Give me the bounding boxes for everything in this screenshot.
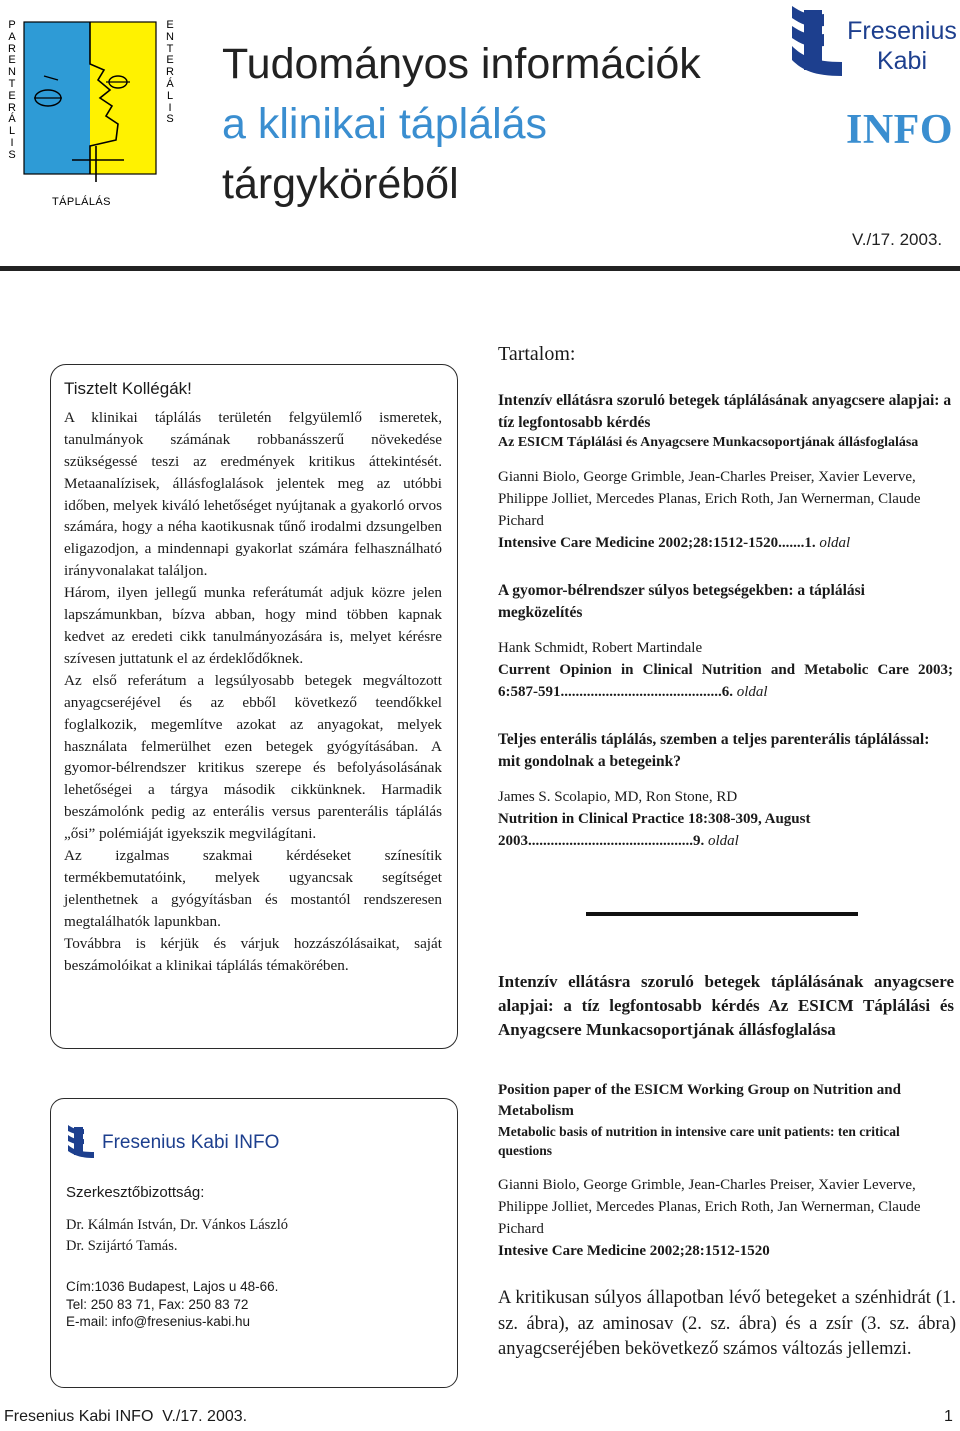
article-original-title	[498, 1080, 954, 1160]
logo-letter: R	[8, 101, 16, 114]
toc-item	[498, 390, 953, 554]
header-divider	[0, 266, 960, 271]
toc-journal-text: Current Opinion in Clinical Nutrition and Metabolic Care 2003; 6:587-591...........................................6.	[498, 662, 953, 700]
logo-letter: S	[8, 148, 16, 161]
phone: Tel: 250 83 71, Fax: 250 83 72	[66, 1296, 249, 1312]
issue-number: V./17. 2003.	[852, 230, 943, 249]
logo-letter: S	[166, 113, 174, 126]
logo-letter: Á	[8, 113, 16, 126]
brand-line-2: Kabi	[876, 47, 928, 75]
toc-item-title: Teljes enterális táplálás, szemben a teljes parenterális táplálással: mit gondolnak a betegeink?	[498, 731, 930, 770]
letter-paragraph: A klinikai táplálás területén felgyülemlő ismeretek, tanulmányok számának robbanásszerű növekedése szükségessé teszi az eredmények kritikus áttekintését. Metaanalízisek, állásfoglalások jelentek meg az utóbbi időben, melyek kiváló lehetőséget nyújtanak a gyakorló orvos számára, hogy a néha kaotikusnak tűnő irodalmi dzsungelben eligazodjon, a mindennapi gyakorlat számára felhasználható irányvonalakat találjon.	[64, 408, 442, 580]
toc-item-subtitle: Az ESICM Táplálási és Anyagcsere Munkacsoportjának állásfoglalása	[498, 435, 919, 450]
logo-letter: T	[166, 42, 174, 55]
letter-paragraph: Az első referátum a legsúlyosabb betegek megváltozott anyagcseréjével és az ebből következő teendőkkel foglalkozik, megemlítve azokat az anyagokat, melyek használata felmerülhet ezen betegek gyógyításában. A gyomor-bélrendszer kritikus szerepe és befolyásolásának lehetőségei a tárgya második cikkünknek. Harmadik beszámolónk pedig az enterális versus parenterális táplálás „ősi” polémiáját igyekszik megvilágítani.	[64, 671, 442, 843]
logo-letter: A	[8, 30, 16, 43]
logo-letter: E	[8, 89, 16, 102]
section-divider	[586, 912, 858, 916]
fresenius-wave-icon	[784, 4, 846, 84]
toc-item-title: Intenzív ellátásra szoruló betegek táplálásának anyagcsere alapjai: a tíz legfontosabb kérdés	[498, 392, 952, 431]
logo-letter: E	[8, 54, 16, 67]
article-body: A kritikusan súlyos állapotban lévő betegeket a szénhidrát (1. sz. ábra), az aminosav (2. sz. ábra) és a zsír (3. sz. ábra) anyagcseréjében bekövetkező számos változás jellemzi.	[498, 1288, 956, 1359]
page-number: 1	[944, 1408, 953, 1425]
parenteral-enteral-logo	[6, 20, 182, 212]
logo-letter: R	[8, 42, 16, 55]
logo-caption: TÁPLÁLÁS	[52, 196, 111, 208]
letter-paragraph: Az izgalmas szakmai kérdéseket színesítik termékbemutatóink, melyek ugyancsak segítséget jelenthetnek a gyógyításban és mostantól rendszeresen megtalálhatók lapunkban.	[64, 847, 442, 930]
logo-letter: R	[166, 66, 174, 79]
logo-letter: P	[8, 19, 16, 31]
article-authors-block	[498, 1174, 954, 1262]
letter-greeting: Tisztelt Kollégák!	[64, 379, 192, 398]
toc-item-journal	[498, 532, 953, 554]
editorial-brand-text: Fresenius Kabi INFO	[102, 1132, 280, 1153]
toc-item-journal	[498, 808, 848, 852]
title-line-1: Tudományos információk	[222, 40, 701, 88]
info-title: INFO	[846, 107, 953, 153]
article-sub-1: Position paper of the ESICM Working Group on Nutrition and Metabolism	[498, 1082, 901, 1119]
toc-item	[498, 729, 953, 852]
article-sub-2: Metabolic basis of nutrition in intensive care unit patients: ten critical questions	[498, 1124, 900, 1158]
editorial-contact	[66, 1278, 278, 1331]
logo-left-letters	[6, 20, 18, 162]
toc-journal-text: Nutrition in Clinical Practice 18:308-309, August 2003............................................9.	[498, 811, 811, 849]
editorial-names-line: Dr. Kálmán István, Dr. Vánkos László	[66, 1217, 289, 1233]
toc-item-authors: James S. Scolapio, MD, Ron Stone, RD	[498, 789, 738, 805]
logo-right-letters	[164, 20, 176, 126]
logo-letter: Á	[166, 77, 174, 90]
address: Cím:1036 Budapest, Lajos u 48-66.	[66, 1279, 279, 1294]
toc-item	[498, 580, 953, 703]
fresenius-wave-icon	[66, 1124, 96, 1160]
letter-paragraph: Három, ilyen jellegű munka referátumát adjuk közre jelen lapszámunkban, bízva abban, hogy mind többen kapnak kedvet az eredeti cikk tanulmányozására is, melyet kérésre szívesen juttatunk el az érdeklődőknek.	[64, 584, 442, 667]
logo-letter: I	[10, 136, 14, 149]
logo-letter: I	[168, 101, 172, 114]
article-title: Intenzív ellátásra szoruló betegek táplálásának anyagcsere alapjai: a tíz legfontosabb kérdés Az ESICM Táplálási és Anyagcsere Munkacsoportjának állásfoglalása	[498, 972, 954, 1039]
table-of-contents	[498, 390, 953, 870]
logo-letter: E	[166, 54, 174, 67]
title-line-2: a klinikai táplálás	[222, 100, 548, 148]
toc-item-journal	[498, 659, 953, 703]
fresenius-kabi-brand	[784, 4, 960, 104]
title-line-3: tárgyköréből	[222, 160, 459, 208]
toc-page-word: oldal	[736, 684, 768, 700]
logo-letter: L	[166, 89, 174, 102]
logo-letter: N	[8, 66, 16, 79]
brand-line-1: Fresenius	[847, 17, 957, 45]
toc-page-word: oldal	[708, 833, 739, 849]
editorial-names	[66, 1215, 288, 1257]
editorial-names-line: Dr. Szijártó Tamás.	[66, 1238, 178, 1254]
editor-letter	[64, 378, 442, 976]
logo-graphic-icon	[6, 20, 182, 212]
letter-paragraph: Továbbra is kérjük és várjuk hozzászólásaikat, saját beszámolóikat a klinikai táplálás témakörében.	[64, 934, 442, 974]
toc-page-word: oldal	[819, 535, 851, 551]
toc-item-title: A gyomor-bélrendszer súlyos betegségekben: a táplálási megközelítés	[498, 582, 865, 621]
footer-publication: Fresenius Kabi INFO V./17. 2003.	[4, 1408, 248, 1425]
toc-item-authors: Gianni Biolo, George Grimble, Jean-Charles Preiser, Xavier Leverve, Philippe Jolliet, Mercedes Planas, Erich Roth, Jan Wernerman, Claude Pichard	[498, 469, 921, 529]
toc-journal-text: Intensive Care Medicine 2002;28:1512-1520.......1.	[498, 535, 816, 551]
brand-name	[844, 16, 960, 76]
page-title	[222, 34, 701, 214]
article-journal: Intesive Care Medicine 2002;28:1512-1520	[498, 1243, 770, 1259]
editorial-board-label: Szerkesztőbizottság:	[66, 1184, 205, 1201]
logo-letter: T	[8, 77, 16, 90]
logo-letter: E	[166, 19, 174, 31]
logo-letter: N	[166, 30, 174, 43]
logo-letter: L	[8, 125, 16, 138]
email: E-mail: info@fresenius-kabi.hu	[66, 1314, 251, 1329]
toc-heading: Tartalom:	[498, 343, 576, 365]
toc-item-authors: Hank Schmidt, Robert Martindale	[498, 640, 703, 656]
article-authors: Gianni Biolo, George Grimble, Jean-Charles Preiser, Xavier Leverve, Philippe Jolliet, Mercedes Planas, Erich Roth, Jan Wernerman, Claude Pichard	[498, 1177, 921, 1237]
